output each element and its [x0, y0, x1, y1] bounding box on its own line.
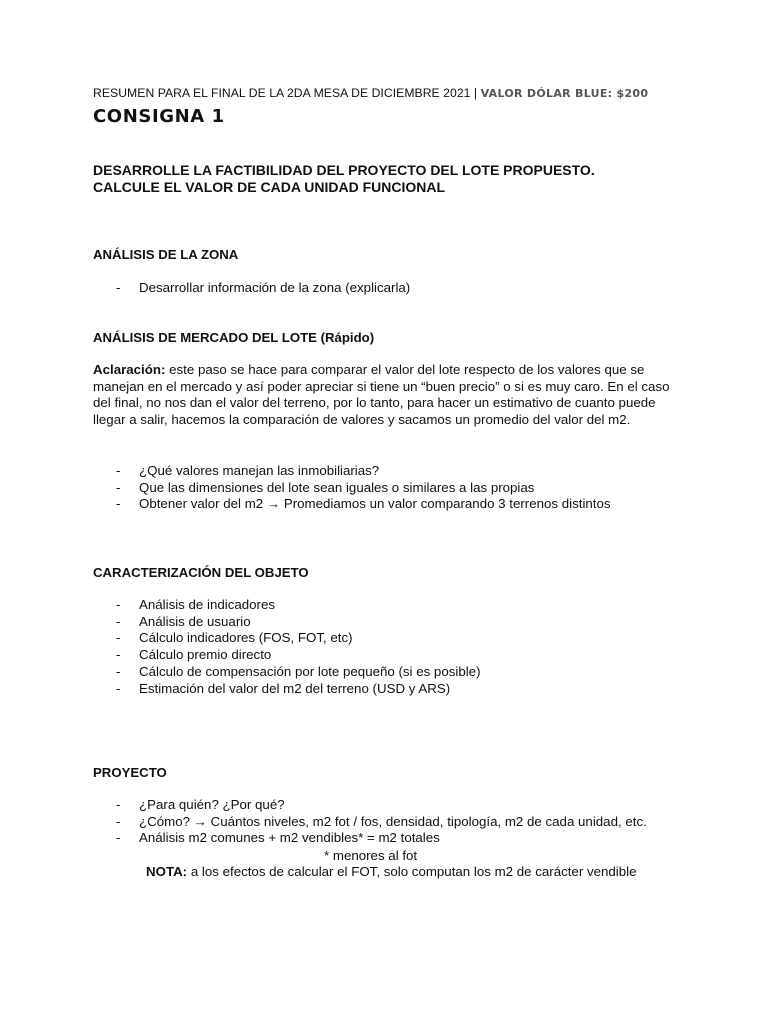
section-heading-proyecto: PROYECTO — [93, 765, 167, 780]
section-heading-mercado: ANÁLISIS DE MERCADO DEL LOTE (Rápido) — [93, 330, 375, 345]
list-item: - Obtener valor del m2 → Promediamos un valor comparando 3 terrenos distintos — [93, 496, 611, 513]
list-item: - Análisis m2 comunes + m2 vendibles* = m2 totales — [93, 830, 647, 847]
list-item: - Cálculo premio directo — [93, 647, 481, 664]
clarification-label: Aclaración: — [93, 362, 166, 377]
list-item: - ¿Cómo? → Cuántos niveles, m2 fot / fos, densidad, tipología, m2 de cada unidad, etc. — [93, 814, 647, 831]
nota-text: a los efectos de calcular el FOT, solo computan los m2 de carácter vendible — [187, 864, 637, 879]
objeto-list — [93, 597, 481, 697]
mercado-list — [93, 463, 611, 513]
summary-header-text: RESUMEN PARA EL FINAL DE LA 2DA MESA DE DICIEMBRE 2021 | — [93, 86, 481, 100]
list-item: - Cálculo de compensación por lote pequeño (si es posible) — [93, 664, 481, 681]
nota-paragraph — [146, 864, 637, 879]
dollar-blue-value: VALOR DÓLAR BLUE: $200 — [480, 87, 649, 100]
list-item: - ¿Para quién? ¿Por qué? — [93, 797, 647, 814]
section-heading-objeto: CARACTERIZACIÓN DEL OBJETO — [93, 565, 309, 580]
page-title: CONSIGNA 1 — [93, 106, 225, 127]
proyecto-list — [93, 797, 647, 847]
summary-header — [93, 86, 648, 100]
list-item: - Que las dimensiones del lote sean iguales o similares a las propias — [93, 480, 611, 497]
list-item: - Estimación del valor del m2 del terreno (USD y ARS) — [93, 681, 481, 698]
task-heading-line-2: CALCULE EL VALOR DE CADA UNIDAD FUNCIONAL — [93, 179, 446, 195]
clarification-text: este paso se hace para comparar el valor del lote respecto de los valores que se manejan en el mercado y así poder apreciar si tiene un “buen precio” o si es muy caro. En el caso del final, no nos dan el valor del terreno, por lo tanto, para hacer un estimativo de cuanto puede llegar a salir, hacemos la comparación de valores y sacamos un promedio del valor del m2. — [93, 362, 670, 428]
section-heading-zona: ANÁLISIS DE LA ZONA — [93, 247, 239, 262]
clarification-paragraph — [93, 362, 685, 429]
list-item: - Cálculo indicadores (FOS, FOT, etc) — [93, 630, 481, 647]
task-heading — [93, 162, 595, 196]
zona-list — [93, 280, 410, 297]
list-item: - Análisis de usuario — [93, 614, 481, 631]
nota-label: NOTA: — [146, 864, 188, 879]
footnote-text: * menores al fot — [324, 848, 418, 863]
task-heading-line-1: DESARROLLE LA FACTIBILIDAD DEL PROYECTO DEL LOTE PROPUESTO. — [93, 162, 595, 178]
list-item: - Desarrollar información de la zona (explicarla) — [93, 280, 410, 297]
list-item: - Análisis de indicadores — [93, 597, 481, 614]
list-item: - ¿Qué valores manejan las inmobiliarias? — [93, 463, 611, 480]
